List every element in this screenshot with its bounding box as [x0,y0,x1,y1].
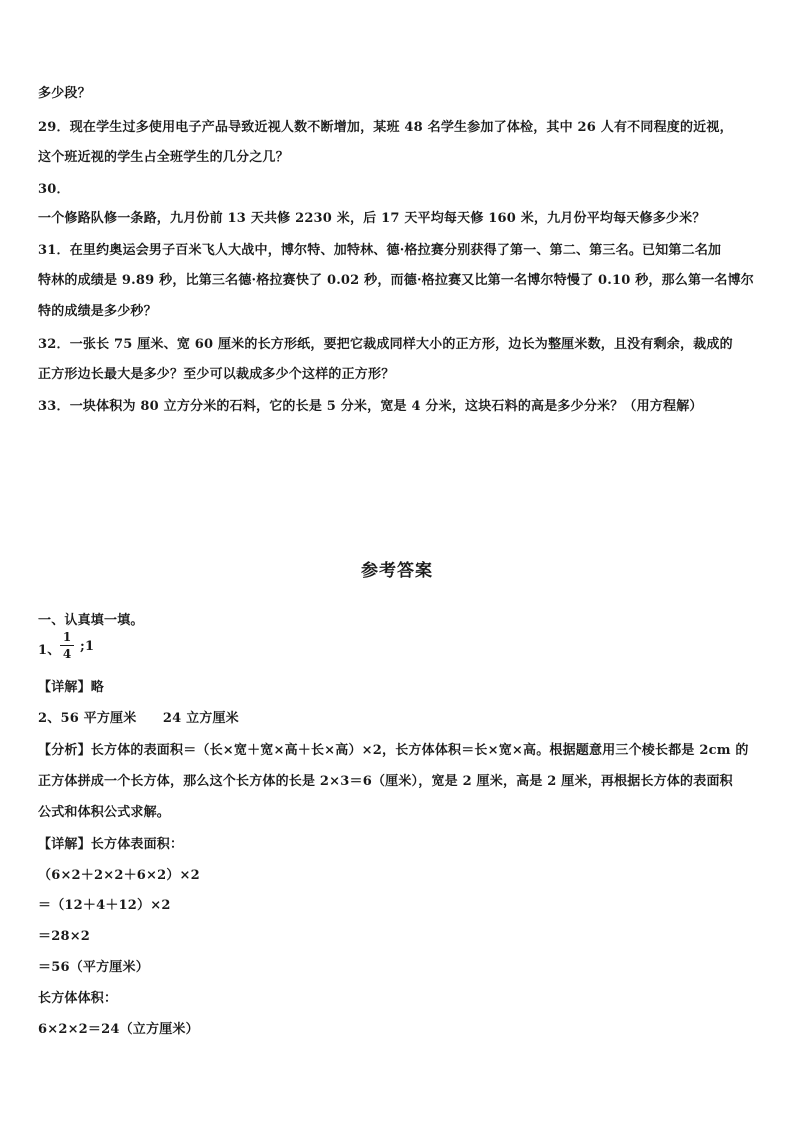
question-33: 33．一块体积为 80 立方分米的石料，它的长是 5 分米，宽是 4 分米，这块石料的高是多少分米？（用方程解） [38,399,703,414]
question-30-text: 一个修路队修一条路，九月份前 13 天共修 2230 米，后 17 天平均每天修 160 米，九月份平均每天修多少米？ [38,211,706,226]
answer-1-detail: 【详解】略 [38,680,105,695]
fraction-numerator: 1 [62,630,72,644]
question-32-line-1: 32．一张长 75 厘米、宽 60 厘米的长方形纸，要把它裁成同样大小的正方形，边长为整厘米数，且没有剩余，裁成的 [38,337,733,352]
answer-2: 2、56 平方厘米 24 立方厘米 [38,711,239,726]
fraction-bar [60,645,74,646]
calc-step-1: （6×2＋2×2＋6×2）×2 [38,868,200,883]
question-31-line-3: 特的成绩是多少秒？ [38,304,157,319]
question-30-number: 30． [38,182,70,197]
question-31-line-1: 31．在里约奥运会男子百米飞人大战中，博尔特、加特林、德·格拉赛分别获得了第一、第二、第三名。已知第二名加 [38,243,722,258]
question-29-line-1: 29．现在学生过多使用电子产品导致近视人数不断增加，某班 48 名学生参加了体检，其中 26 人有不同程度的近视， [38,120,733,135]
volume-label: 长方体体积： [38,991,118,1006]
question-28-tail: 多少段？ [38,86,91,101]
answer-1-prefix: 1、 [38,643,61,658]
answer-1-suffix: ;1 [80,639,95,654]
answer-2-analysis-line-3: 公式和体积公式求解。 [38,805,171,820]
calc-step-4: ＝56（平方厘米） [38,960,149,975]
answer-1-fraction [60,630,74,661]
question-32-line-2: 正方形边长最大是多少？至少可以裁成多少个这样的正方形？ [38,367,395,382]
section-1-heading: 一、认真填一填。 [38,613,144,628]
question-29-line-2: 这个班近视的学生占全班学生的几分之几？ [38,150,289,165]
answer-2-analysis-line-1: 【分析】长方体的表面积＝（长×宽＋宽×高＋长×高）×2，长方体体积＝长×宽×高。根据题意用三个棱长都是 2cm 的 [38,743,749,758]
fraction-denominator: 4 [62,647,72,661]
answers-title: 参考答案 [361,561,433,581]
question-31-line-2: 特林的成绩是 9.89 秒，比第三名德·格拉赛快了 0.02 秒，而德·格拉赛又比第一名博尔特慢了 0.10 秒，那么第一名博尔 [38,273,754,288]
volume-calc: 6×2×2＝24（立方厘米） [38,1022,199,1037]
answer-2-analysis-line-2: 正方体拼成一个长方体，那么这个长方体的长是 2×3＝6（厘米），宽是 2 厘米，高是 2 厘米，再根据长方体的表面积 [38,774,733,789]
calc-step-2: ＝（12＋4＋12）×2 [38,898,171,913]
answer-2-detail: 【详解】长方体表面积： [38,837,184,852]
calc-step-3: ＝28×2 [38,929,91,944]
